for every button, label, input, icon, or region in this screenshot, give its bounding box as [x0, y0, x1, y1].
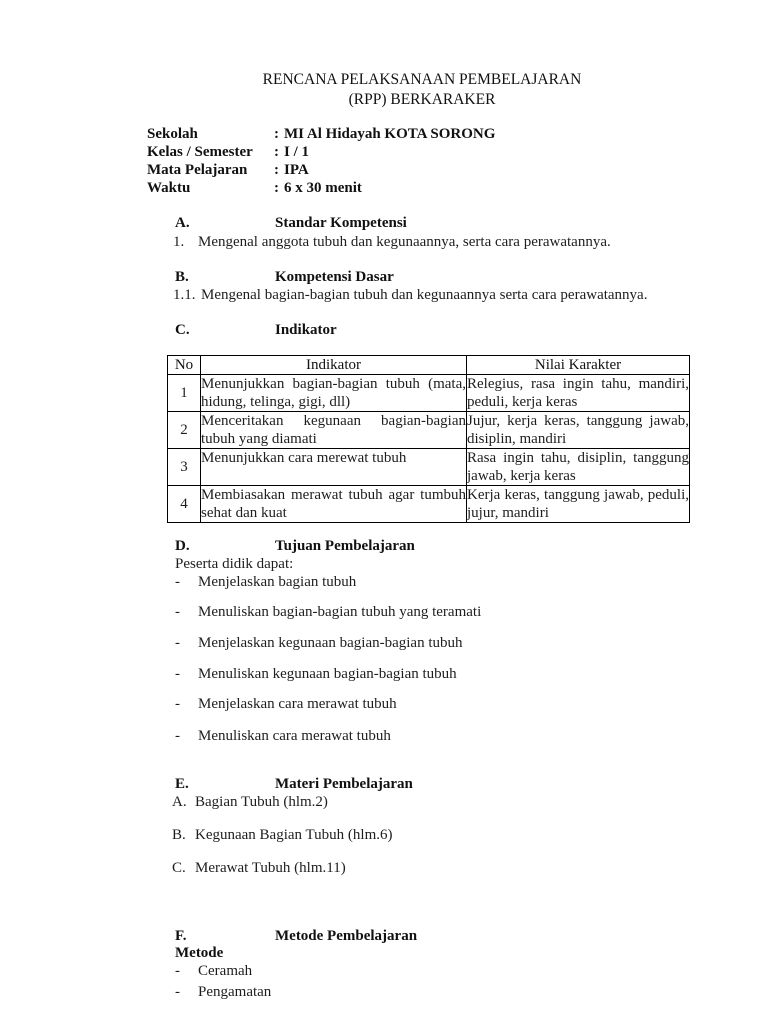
table-row — [168, 412, 690, 449]
list-item: Menjelaskan cara merawat tubuh — [198, 696, 397, 712]
info-separator: : — [274, 144, 279, 160]
bullet-marker: - — [175, 666, 180, 682]
table-cell-nilai-karakter: Kerja keras, tanggung jawab, peduli, jujur, mandiri — [467, 487, 689, 521]
section-letter: D. — [175, 538, 190, 554]
table-cell-nilai-karakter: Rasa ingin tahu, disiplin, tanggung jawab, kerja keras — [467, 450, 689, 484]
table-header-indikator: Indikator — [201, 356, 467, 375]
list-item: Bagian Tubuh (hlm.2) — [195, 794, 328, 810]
table-cell-nilai-karakter: Relegius, rasa ingin tahu, mandiri, peduli, kerja keras — [467, 376, 689, 410]
item-number: 1. — [173, 234, 185, 250]
list-item: Merawat Tubuh (hlm.11) — [195, 860, 346, 876]
section-heading: Standar Kompetensi — [275, 215, 407, 231]
section-heading: Metode Pembelajaran — [275, 928, 418, 944]
list-item-letter: B. — [172, 827, 186, 843]
list-item: Menuliskan kegunaan bagian-bagian tubuh — [198, 666, 457, 682]
list-item: Menuliskan cara merawat tubuh — [198, 728, 391, 744]
table-cell-no: 4 — [168, 486, 201, 523]
item-text: Mengenal anggota tubuh dan kegunaannya, serta cara perawatannya. — [198, 234, 611, 250]
section-letter: F. — [175, 928, 187, 944]
table-cell-indikator: Menunjukkan bagian-bagian tubuh (mata, hidung, telinga, gigi, dll) — [201, 376, 466, 410]
table-cell-no: 3 — [168, 449, 201, 486]
info-separator: : — [274, 126, 279, 142]
section-letter: B. — [175, 269, 189, 285]
info-value-mapel: IPA — [284, 162, 309, 178]
list-item: Menjelaskan kegunaan bagian-bagian tubuh — [198, 635, 463, 651]
table-row — [168, 375, 690, 412]
document-title-line2: (RPP) BERKARAKER — [348, 91, 496, 108]
section-heading: Kompetensi Dasar — [275, 269, 394, 285]
bullet-marker: - — [175, 963, 180, 979]
info-value-kelas: I / 1 — [284, 144, 310, 160]
table-row — [168, 486, 690, 523]
table-header-row — [168, 356, 690, 375]
bullet-marker: - — [175, 574, 180, 590]
list-item: Pengamatan — [198, 984, 272, 1000]
info-value-sekolah: MI Al Hidayah KOTA SORONG — [284, 126, 496, 142]
info-label-mapel: Mata Pelajaran — [147, 162, 248, 178]
table-row — [168, 449, 690, 486]
bullet-marker: - — [175, 696, 180, 712]
bullet-marker: - — [175, 984, 180, 1000]
document-title-line1: RENCANA PELAKSANAAN PEMBELAJARAN — [262, 71, 582, 88]
section-letter: A. — [175, 215, 190, 231]
table-cell-indikator: Membiasakan merawat tubuh agar tumbuh sehat dan kuat — [201, 487, 466, 521]
table-cell-nilai-karakter: Jujur, kerja keras, tanggung jawab, disiplin, mandiri — [467, 413, 689, 447]
table-header-no: No — [168, 356, 201, 375]
subheading: Metode — [175, 945, 224, 961]
info-value-waktu: 6 x 30 menit — [284, 180, 362, 196]
info-label-sekolah: Sekolah — [147, 126, 198, 142]
item-number: 1.1. — [173, 287, 196, 303]
info-label-waktu: Waktu — [147, 180, 191, 196]
table-header-nilai-karakter: Nilai Karakter — [467, 356, 690, 375]
section-letter: E. — [175, 776, 189, 792]
list-item: Kegunaan Bagian Tubuh (hlm.6) — [195, 827, 393, 843]
bullet-marker: - — [175, 604, 180, 620]
intro-text: Peserta didik dapat: — [175, 556, 294, 572]
indikator-table — [167, 355, 690, 523]
table-cell-no: 2 — [168, 412, 201, 449]
list-item: Ceramah — [198, 963, 253, 979]
bullet-marker: - — [175, 635, 180, 651]
list-item-letter: A. — [172, 794, 187, 810]
section-heading: Materi Pembelajaran — [275, 776, 413, 792]
section-heading: Indikator — [275, 322, 337, 338]
bullet-marker: - — [175, 728, 180, 744]
list-item: Menjelaskan bagian tubuh — [198, 574, 357, 590]
info-label-kelas: Kelas / Semester — [147, 144, 253, 160]
list-item-letter: C. — [172, 860, 186, 876]
table-cell-no: 1 — [168, 375, 201, 412]
item-text: Mengenal bagian-bagian tubuh dan kegunaannya serta cara perawatannya. — [201, 287, 648, 303]
list-item: Menuliskan bagian-bagian tubuh yang teramati — [198, 604, 482, 620]
table-cell-indikator: Menunjukkan cara merewat tubuh — [201, 449, 467, 486]
section-letter: C. — [175, 322, 190, 338]
info-separator: : — [274, 180, 279, 196]
section-heading: Tujuan Pembelajaran — [275, 538, 415, 554]
info-separator: : — [274, 162, 279, 178]
table-cell-indikator: Menceritakan kegunaan bagian-bagian tubuh yang diamati — [201, 413, 466, 447]
